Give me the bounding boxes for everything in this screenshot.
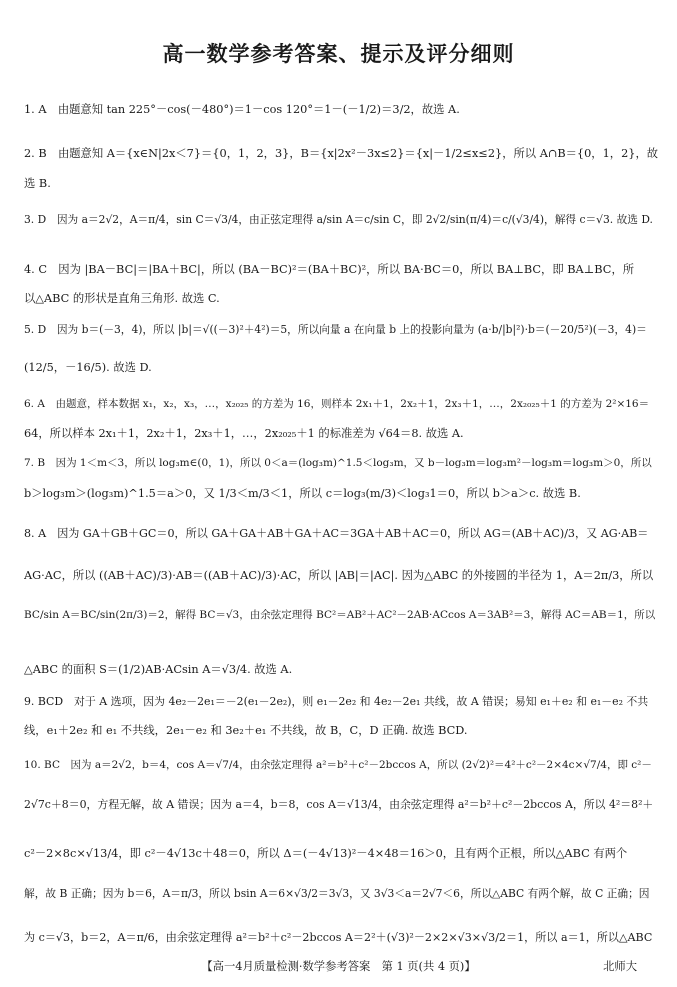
answer-4-cont: 以△ABC 的形状是直角三角形. 故选 C. bbox=[24, 292, 220, 305]
answer-2: 2. B 由题意知 A＝{x∈N|2x＜7}＝{0，1，2，3}，B＝{x|2x²－3x≤2}＝{x|－1/2≤x≤2}，所以 A∩B＝{0，1，2}，故 bbox=[24, 147, 658, 160]
answer-8: 8. A 因为 GA＋GB＋GC＝0，所以 GA＋GA＋AB＋GA＋AC＝3GA＋AB＋AC＝0，所以 AG＝(AB＋AC)/3，又 AG·AB＝ bbox=[24, 527, 649, 540]
footer-page-info: 【高一4月质量检测·数学参考答案 第 1 页(共 4 页)】 bbox=[201, 960, 476, 973]
answer-8-cont1: AG·AC，所以 ((AB＋AC)/3)·AB＝((AB＋AC)/3)·AC，所以 |AB|＝|AC|. 因为△ABC 的外接圆的半径为 1，A＝2π/3，所以 bbox=[24, 569, 654, 582]
answer-7: 7. B 因为 1＜m＜3，所以 log₃m∈(0，1)，所以 0＜a＝(log₃m)^1.5＜log₃m，又 b－log₃m＝log₃m²－log₃m＝log₃m＞0，所以 bbox=[24, 457, 652, 469]
answer-6-cont: 64，所以样本 2x₁＋1，2x₂＋1，2x₃＋1，…，2x₂₀₂₅＋1 的标准差为 √64＝8. 故选 A. bbox=[24, 427, 464, 440]
answer-10-cont3: 解，故 B 正确；因为 b＝6，A＝π/3，所以 bsin A＝6×√3/2＝3√3，又 3√3＜a＝2√7＜6，所以△ABC 有两个解，故 C 正确；因 bbox=[24, 887, 650, 900]
answer-10-cont2: c²－2×8c×√13/4，即 c²－4√13c＋48＝0，所以 Δ＝(－4√13)²－4×48＝16＞0，且有两个正根，所以△ABC 有两个 bbox=[24, 847, 628, 860]
answer-7-cont: b＞log₃m＞(log₃m)^1.5＝a＞0，又 1/3＜m/3＜1，所以 c＝log₃(m/3)＜log₃1＝0，所以 b＞a＞c. 故选 B. bbox=[24, 487, 581, 500]
answer-3: 3. D 因为 a＝2√2，A＝π/4，sin C＝√3/4，由正弦定理得 a/sin A＝c/sin C，即 2√2/sin(π/4)＝c/(√3/4)，解得 c＝√3. 故选 D. bbox=[24, 213, 653, 226]
footer-publisher: 北师大 bbox=[603, 960, 637, 973]
answer-8-cont3: △ABC 的面积 S＝(1/2)AB·ACsin A＝√3/4. 故选 A. bbox=[24, 663, 293, 676]
answer-2-cont: 选 B. bbox=[24, 177, 51, 190]
answer-5: 5. D 因为 b＝(－3，4)，所以 |b|＝√((－3)²＋4²)＝5，所以向量 a 在向量 b 上的投影向量为 (a·b/|b|²)·b＝(－20/5²)(－3，4)＝ bbox=[24, 323, 647, 336]
answer-9-cont: 线，e₁＋2e₂ 和 e₁ 不共线，2e₁－e₂ 和 3e₂＋e₁ 不共线，故 B，C，D 正确. 故选 BCD. bbox=[24, 724, 468, 737]
answer-5-cont: (12/5，－16/5). 故选 D. bbox=[24, 361, 152, 374]
answer-10: 10. BC 因为 a＝2√2，b＝4，cos A＝√7/4，由余弦定理得 a²＝b²＋c²－2bccos A，所以 (2√2)²＝4²＋c²－2×4c×√7/4，即 c²－ bbox=[24, 759, 652, 771]
answer-4: 4. C 因为 |BA－BC|＝|BA＋BC|，所以 (BA－BC)²＝(BA＋BC)²，所以 BA·BC＝0，所以 BA⊥BC，即 BA⊥BC，所 bbox=[24, 263, 635, 276]
answer-6: 6. A 由题意，样本数据 x₁，x₂，x₃，…，x₂₀₂₅ 的方差为 16，则样本 2x₁＋1，2x₂＋1，2x₃＋1，…，2x₂₀₂₅＋1 的方差为 2²×16＝ bbox=[24, 398, 650, 410]
answer-10-cont4: 为 c＝√3，b＝2，A＝π/6，由余弦定理得 a²＝b²＋c²－2bccos A＝2²＋(√3)²－2×2×√3×√3/2＝1，所以 a＝1，所以△ABC bbox=[24, 931, 653, 944]
answer-10-cont1: 2√7c＋8＝0，方程无解，故 A 错误；因为 a＝4，b＝8，cos A＝√13/4，由余弦定理得 a²＝b²＋c²－2bccos A，所以 4²＝8²＋ bbox=[24, 798, 654, 811]
page-title: 高一数学参考答案、提示及评分细则 bbox=[162, 42, 515, 66]
answer-9: 9. BCD 对于 A 选项，因为 4e₂－2e₁＝－2(e₁－2e₂)，则 e₁－2e₂ 和 4e₂－2e₁ 共线，故 A 错误；易知 e₁＋e₂ 和 e₁－e₂ 不共 bbox=[24, 695, 649, 708]
answer-1: 1. A 由题意知 tan 225°－cos(－480°)＝1－cos 120°＝1－(－1/2)＝3/2，故选 A. bbox=[24, 103, 460, 116]
answer-8-cont2: BC/sin A＝BC/sin(2π/3)＝2，解得 BC＝√3，由余弦定理得 BC²＝AB²＋AC²－2AB·ACcos A＝3AB²＝3，解得 AC＝AB＝1，所以 bbox=[24, 609, 656, 621]
